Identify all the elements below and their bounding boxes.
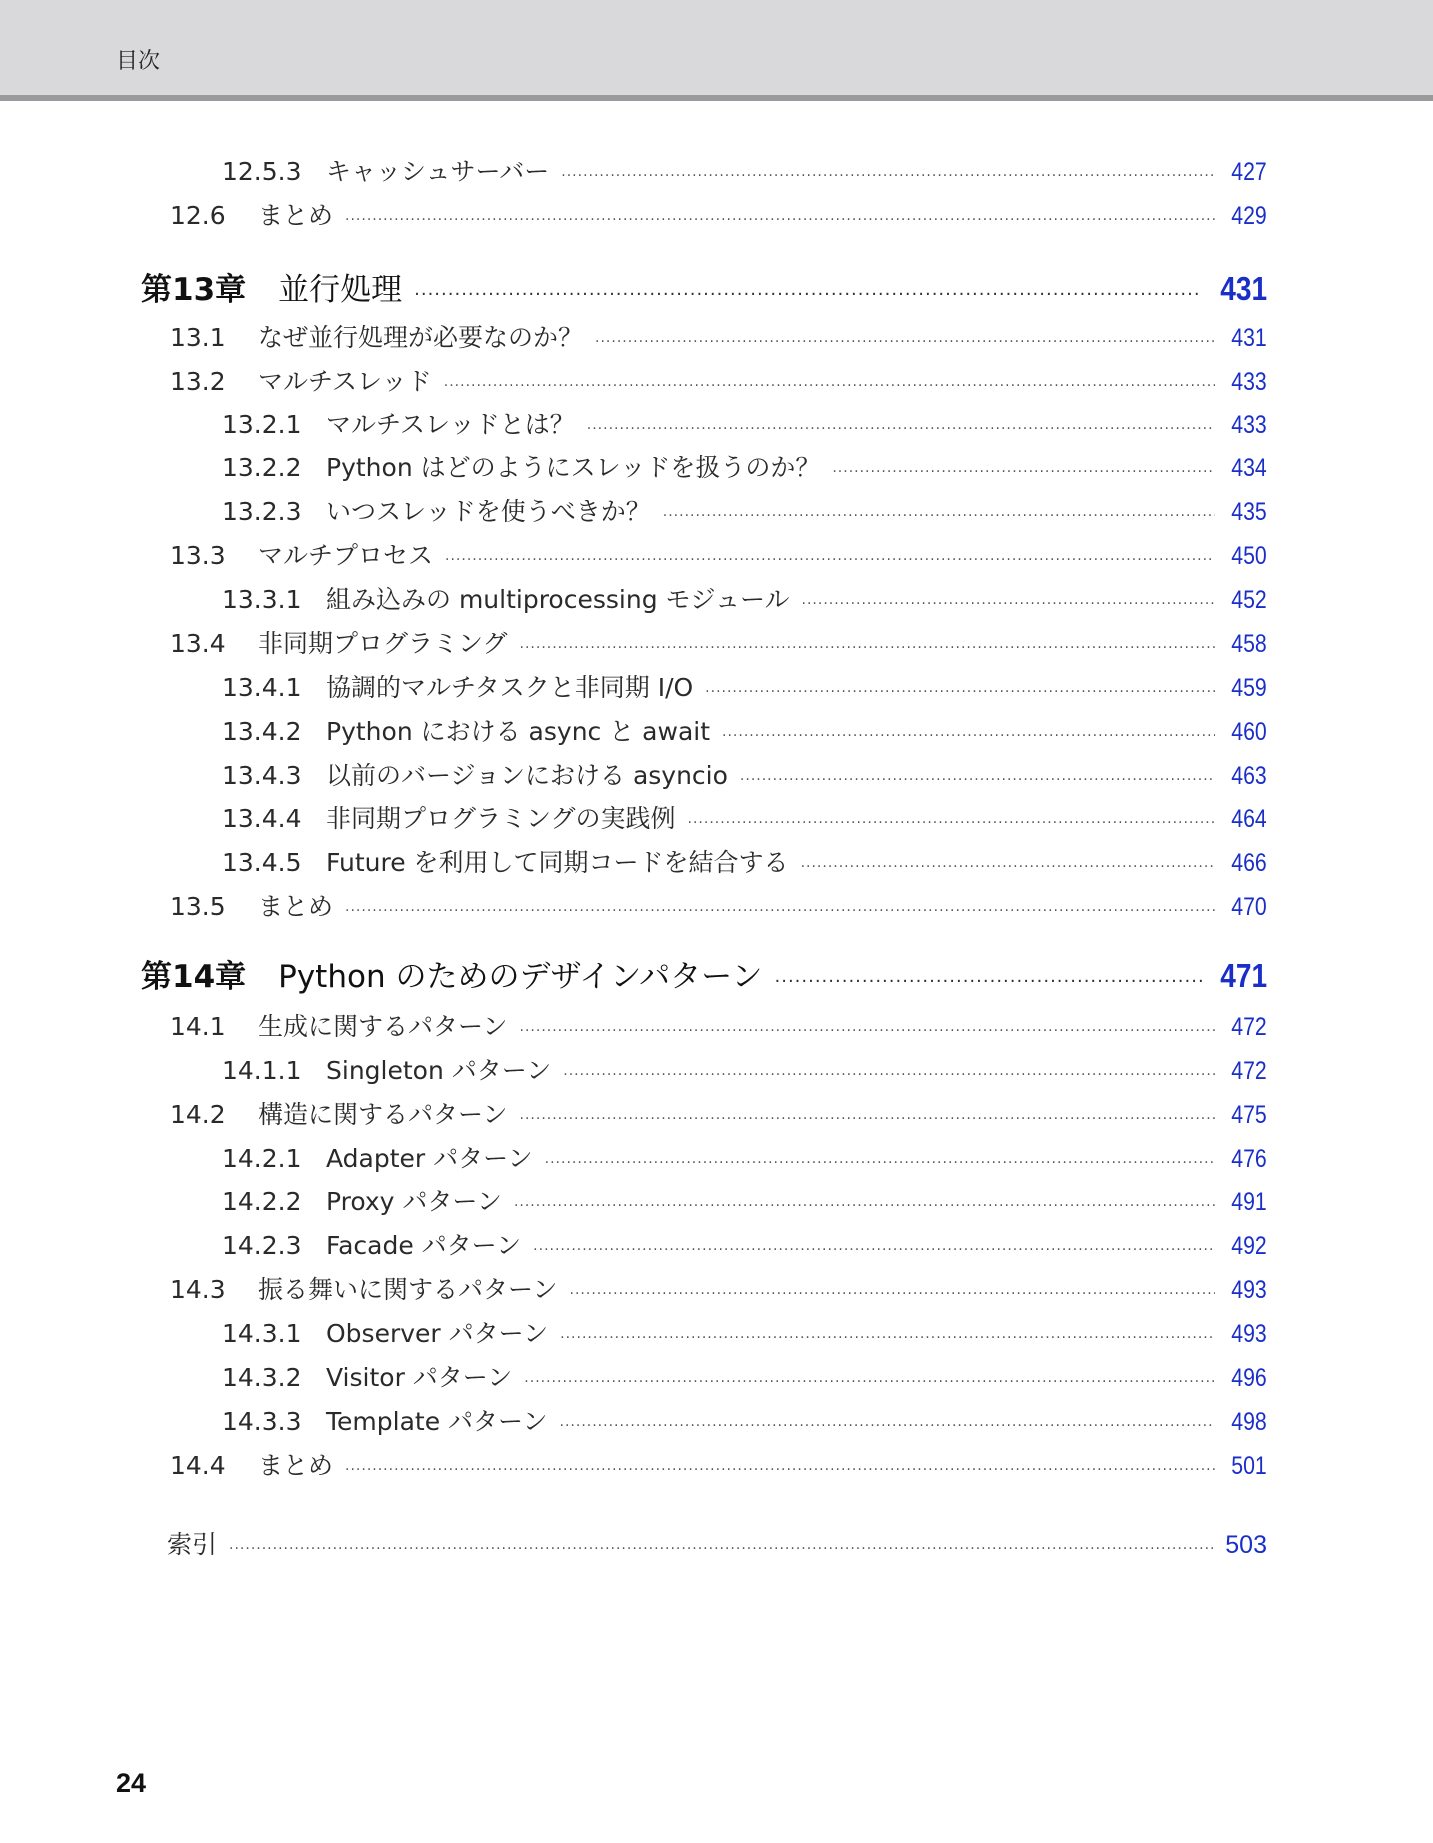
toc-entry-title: キャッシュサーバー (326, 157, 550, 186)
toc-entry-page[interactable]: 427 (1231, 158, 1267, 186)
toc-entry[interactable] (222, 1139, 1267, 1175)
toc-entry-title: 振る舞いに関するパターン (258, 1275, 558, 1304)
toc-entry-page[interactable]: 476 (1231, 1145, 1267, 1173)
toc-entry-title: Proxy パターン (326, 1187, 502, 1216)
toc-entry-page[interactable]: 493 (1231, 1320, 1267, 1348)
toc-entry-number: 12.5.3 (222, 157, 302, 186)
dot-leader (740, 772, 1215, 788)
toc-entry[interactable] (222, 799, 1267, 835)
dot-leader (802, 596, 1216, 612)
dot-leader (545, 1155, 1216, 1171)
dot-leader (520, 1023, 1216, 1039)
dot-leader (414, 284, 1202, 305)
toc-entry[interactable] (222, 448, 1267, 484)
toc-entry[interactable] (222, 1358, 1267, 1394)
toc-entry-title: Template パターン (326, 1407, 548, 1436)
toc-entry-number: 13.2 (170, 367, 226, 396)
toc-entry-page[interactable]: 472 (1231, 1057, 1267, 1085)
toc-entry-title: まとめ (258, 1451, 334, 1480)
toc-entry-page[interactable]: 431 (1231, 324, 1267, 352)
dot-leader (520, 640, 1216, 656)
toc-entry-page[interactable]: 431 (1220, 270, 1267, 307)
toc-entry-title: マルチスレッドとは？ (326, 410, 575, 439)
toc-entry-title: Adapter パターン (326, 1144, 533, 1173)
toc-entry-page[interactable]: 491 (1231, 1188, 1267, 1216)
toc-entry[interactable] (222, 843, 1267, 879)
toc-entry-title: まとめ (258, 201, 334, 230)
toc-entry-page[interactable]: 459 (1231, 674, 1267, 702)
dot-leader (563, 1067, 1215, 1083)
toc-entry[interactable] (222, 1226, 1267, 1262)
dot-leader (560, 1330, 1215, 1346)
toc-entry[interactable] (170, 1095, 1267, 1131)
dot-leader (345, 1462, 1215, 1478)
toc-entry-page[interactable]: 429 (1231, 202, 1267, 230)
toc-entry[interactable] (170, 318, 1267, 354)
toc-entry-number: 13.2.1 (222, 410, 302, 439)
toc-chapter[interactable] (141, 951, 1267, 996)
toc-entry[interactable] (222, 756, 1267, 792)
toc-entry-number: 13.4.5 (222, 848, 302, 877)
toc-entry-title: 索引 (167, 1530, 218, 1559)
toc-entry[interactable] (222, 152, 1267, 188)
dot-leader (705, 684, 1215, 700)
toc-entry[interactable] (222, 1051, 1267, 1087)
toc-entry-title: Singleton パターン (326, 1056, 552, 1085)
toc-entry-title: Facade パターン (326, 1231, 522, 1260)
toc-entry-number: 14.4 (170, 1451, 226, 1480)
toc-entry[interactable] (170, 887, 1267, 923)
toc-entry-number: 14.3.2 (222, 1363, 302, 1392)
toc-entry[interactable] (222, 1402, 1267, 1438)
toc-entry-page[interactable]: 501 (1231, 1452, 1267, 1480)
toc-entry-page[interactable]: 450 (1231, 542, 1267, 570)
dot-leader (514, 1198, 1215, 1214)
dot-leader (801, 859, 1216, 875)
page-number: 24 (116, 1768, 147, 1798)
toc-entry-page[interactable]: 503 (1225, 1531, 1267, 1559)
dot-leader (561, 168, 1215, 184)
toc-entry-title: 構造に関するパターン (258, 1100, 508, 1129)
toc-entry-title: Future を利用して同期コードを結合する (326, 848, 789, 877)
toc-entry[interactable] (222, 580, 1267, 616)
toc-entry-page[interactable]: 464 (1231, 805, 1267, 833)
toc-entry[interactable] (222, 712, 1267, 748)
toc-entry-page[interactable]: 460 (1231, 718, 1267, 746)
toc-entry-page[interactable]: 435 (1231, 498, 1267, 526)
toc-entry-page[interactable]: 496 (1231, 1364, 1267, 1392)
toc-entry-title: Python における async と await (326, 717, 711, 746)
toc-entry-number: 第14章 (141, 959, 247, 995)
dot-leader (832, 464, 1215, 480)
toc-entry-page[interactable]: 472 (1231, 1013, 1267, 1041)
toc-entry-title: マルチプロセス (258, 541, 434, 570)
toc-entry-number: 13.2.2 (222, 453, 302, 482)
header-rule (0, 95, 1433, 101)
dot-leader (520, 1111, 1216, 1127)
dot-leader (560, 1418, 1216, 1434)
toc-entry[interactable] (170, 1007, 1267, 1043)
dot-leader (533, 1242, 1215, 1258)
toc-entry[interactable] (170, 362, 1267, 398)
toc-entry[interactable] (222, 1182, 1267, 1218)
toc-entry-title: Python はどのようにスレッドを扱うのか？ (326, 453, 821, 482)
toc-entry-title: Python のためのデザインパターン (278, 959, 763, 995)
toc-entry-number: 14.3.1 (222, 1319, 302, 1348)
toc-entry[interactable] (170, 536, 1267, 572)
toc-entry[interactable] (222, 668, 1267, 704)
toc-entry-page[interactable]: 470 (1231, 893, 1267, 921)
toc-entry[interactable] (222, 492, 1267, 528)
toc-entry[interactable] (222, 405, 1267, 441)
toc-entry-page[interactable]: 475 (1231, 1101, 1267, 1129)
toc-entry-title: マルチスレッド (258, 367, 432, 396)
toc-entry[interactable] (170, 1270, 1267, 1306)
toc-entry-number: 14.2 (170, 1100, 226, 1129)
toc-entry-number: 13.4.4 (222, 804, 302, 833)
toc-entry-number: 14.2.3 (222, 1231, 302, 1260)
toc-entry[interactable] (170, 624, 1267, 660)
toc-entry-title: 協調的マルチタスクと非同期 I/O (326, 673, 694, 702)
toc-entry-number: 12.6 (170, 201, 226, 230)
toc-entry-title: 組み込みの multiprocessing モジュール (326, 585, 790, 614)
toc-entry-page[interactable]: 466 (1231, 849, 1267, 877)
toc-entry-number: 14.2.2 (222, 1187, 302, 1216)
toc-entry-number: 13.4.3 (222, 761, 302, 790)
toc-entry-page[interactable]: 434 (1231, 454, 1267, 482)
toc-entry-number: 13.4.2 (222, 717, 302, 746)
dot-leader (570, 1286, 1216, 1302)
toc-entry-page[interactable]: 433 (1231, 368, 1267, 396)
toc-entry-title: 以前のバージョンにおける asyncio (326, 761, 728, 790)
toc-entry-title: 生成に関するパターン (258, 1012, 508, 1041)
dot-leader (722, 728, 1215, 744)
toc-entry-title: Observer パターン (326, 1319, 549, 1348)
dot-leader (688, 815, 1216, 831)
dot-leader (524, 1374, 1215, 1390)
toc-entry-page[interactable]: 463 (1231, 762, 1267, 790)
toc-chapter[interactable] (141, 264, 1267, 309)
toc-entry-number: 14.3 (170, 1275, 226, 1304)
toc-entry-title: いつスレッドを使うべきか？ (326, 497, 651, 526)
toc-entry-number: 13.2.3 (222, 497, 302, 526)
toc-entry-page[interactable]: 498 (1231, 1408, 1267, 1436)
toc-entry-title: 非同期プログラミングの実践例 (326, 804, 676, 833)
toc-entry-number: 13.3 (170, 541, 226, 570)
toc-entry[interactable] (222, 1314, 1267, 1350)
header-title: 目次 (116, 49, 161, 74)
toc-entry-number: 13.3.1 (222, 585, 302, 614)
toc-entry-title: まとめ (258, 892, 334, 921)
toc-entry-page[interactable]: 493 (1231, 1276, 1267, 1304)
toc-entry-page[interactable]: 492 (1231, 1232, 1267, 1260)
dot-leader (587, 421, 1216, 437)
toc-entry-number: 第13章 (141, 272, 247, 308)
dot-leader (345, 903, 1215, 919)
toc-entry-number: 14.1.1 (222, 1056, 302, 1085)
toc-entry-page[interactable]: 452 (1231, 586, 1267, 614)
dot-leader (229, 1541, 1215, 1557)
toc-entry-number: 13.4.1 (222, 673, 302, 702)
toc-entry-title: Visitor パターン (326, 1363, 513, 1392)
dot-leader (345, 212, 1215, 228)
toc-entry-page[interactable]: 458 (1231, 630, 1267, 658)
toc-entry-page[interactable]: 433 (1231, 411, 1267, 439)
toc-entry-number: 14.1 (170, 1012, 226, 1041)
toc-entry-number: 14.3.3 (222, 1407, 302, 1436)
toc-index[interactable] (167, 1525, 1267, 1561)
toc-entry-number: 14.2.1 (222, 1144, 302, 1173)
dot-leader (595, 334, 1215, 350)
toc-entry-title: なぜ並行処理が必要なのか？ (258, 323, 584, 352)
toc-entry[interactable] (170, 1446, 1267, 1482)
dot-leader (445, 552, 1215, 568)
toc-entry-title: 非同期プログラミング (258, 629, 508, 658)
dot-leader (663, 508, 1216, 524)
toc-entry-title: 並行処理 (278, 272, 403, 308)
toc-entry-number: 13.5 (170, 892, 226, 921)
toc-entry-number: 13.1 (170, 323, 226, 352)
dot-leader (444, 378, 1216, 394)
toc-entry[interactable] (170, 196, 1267, 232)
page-header (0, 0, 1433, 95)
toc-entry-page[interactable]: 471 (1220, 957, 1267, 994)
toc-entry-number: 13.4 (170, 629, 226, 658)
dot-leader (775, 971, 1202, 992)
